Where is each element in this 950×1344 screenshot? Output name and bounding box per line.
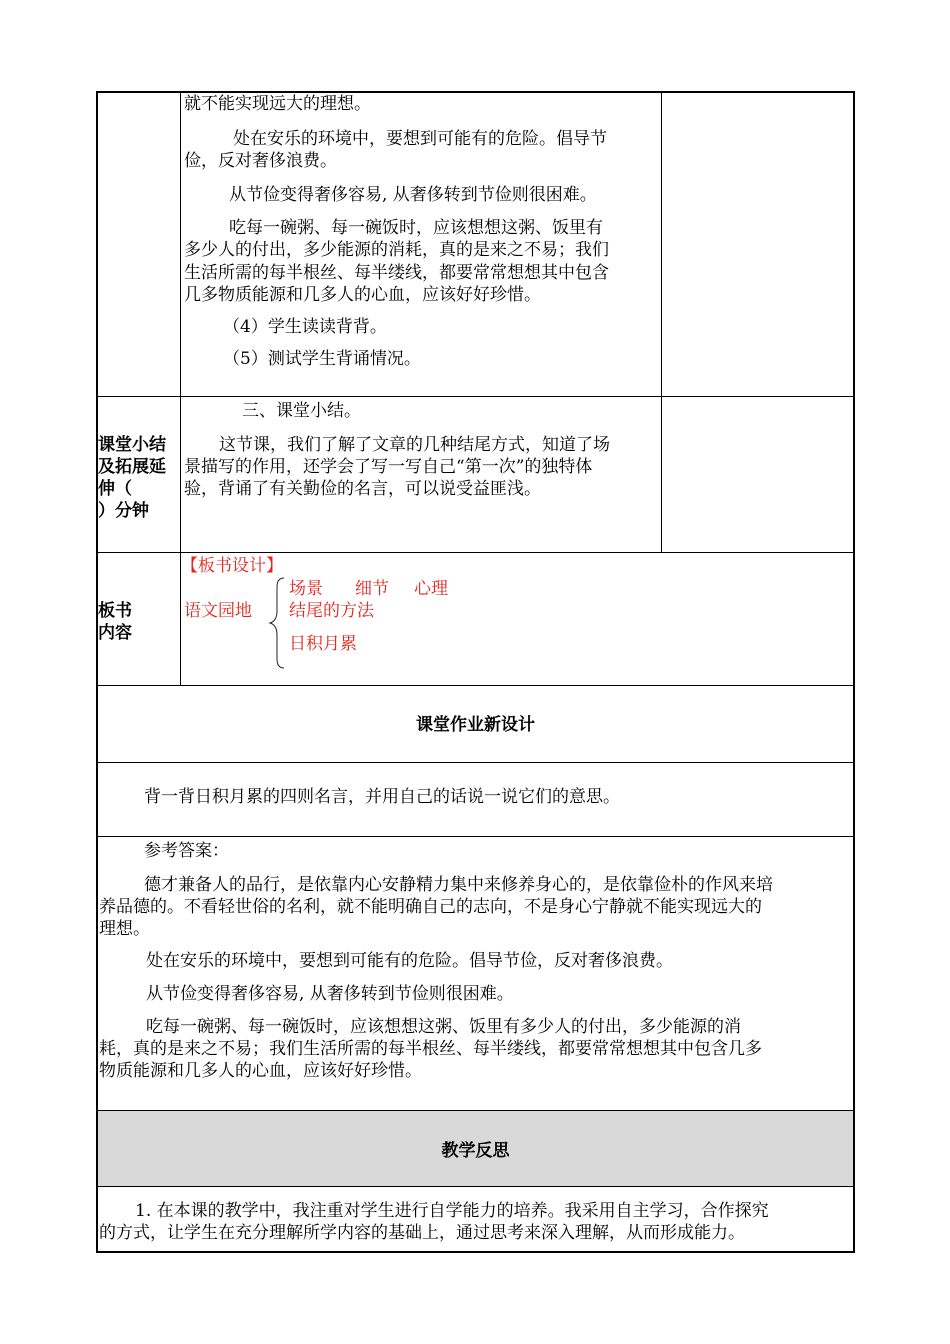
answer-line: 参考答案： (144, 841, 229, 861)
row1-line: （5）测试学生背诵情况。 (223, 349, 421, 369)
summary-line: 三、课堂小结。 (242, 401, 361, 421)
answer-line: 德才兼备人的品行，是依靠内心安静精力集中来修养身心的，是依靠俭朴的作风来培 (144, 875, 773, 895)
row1-line: 几多物质能源和几多人的心血，应该好好珍惜。 (184, 285, 541, 305)
summary-line: 这节课，我们了解了文章的几种结尾方式，知道了场 (219, 435, 610, 455)
row1-line: 处在安乐的环境中，要想到可能有的危险。倡导节 (233, 129, 607, 149)
summary-line: 验，背诵了有关勤俭的名言，可以说受益匪浅。 (184, 479, 541, 499)
row1-line: 从节俭变得奢侈容易, 从奢侈转到节俭则很困难。 (229, 185, 597, 205)
col-divider-2 (661, 91, 662, 553)
board-item-accumulate: 日积月累 (289, 634, 357, 654)
summary-label: ）分钟 (98, 501, 149, 521)
row-divider-2 (96, 552, 855, 553)
answer-line: 耗，真的是来之不易；我们生活所需的每半根丝、每半缕线，都要常常想想其中包含几多 (99, 1039, 762, 1059)
row1-line: （4）学生读读背背。 (223, 317, 387, 337)
row1-line: 就不能实现远大的理想。 (184, 94, 371, 114)
reflection-line: 1. 在本课的教学中，我注重对学生进行自学能力的培养。我采用自主学习，合作探究 (135, 1201, 769, 1221)
row-divider-6 (96, 1110, 855, 1111)
answer-line: 吃每一碗粥、每一碗饭时，应该想想这粥、饭里有多少人的付出，多少能源的消 (146, 1017, 741, 1037)
board-item-ending: 结尾的方法 (289, 601, 374, 621)
board-label: 内容 (98, 623, 132, 643)
row-divider-7 (96, 1186, 855, 1187)
row-divider-4 (96, 762, 855, 763)
board-item-scene: 场景 (289, 579, 323, 599)
row-divider-3 (96, 685, 855, 686)
brace-icon (268, 577, 288, 669)
answer-line: 理想。 (99, 919, 150, 939)
board-item-mind: 心理 (414, 579, 448, 599)
answer-line: 从节俭变得奢侈容易, 从奢侈转到节俭则很困难。 (146, 984, 514, 1004)
answer-line: 物质能源和几多人的心血，应该好好珍惜。 (99, 1061, 422, 1081)
row1-line: 俭，反对奢侈浪费。 (184, 151, 337, 171)
row-divider-1 (96, 396, 855, 397)
table-border-right (853, 91, 855, 1252)
answer-line: 处在安乐的环境中，要想到可能有的危险。倡导节俭，反对奢侈浪费。 (146, 951, 673, 971)
row-divider-5 (96, 836, 855, 837)
reflection-header: 教学反思 (441, 1141, 510, 1161)
table-border-bottom (96, 1251, 855, 1253)
homework-header: 课堂作业新设计 (416, 715, 535, 735)
table-border-left (96, 91, 98, 1252)
row1-line: 多少人的付出，多少能源的消耗，真的是来之不易；我们 (184, 240, 609, 260)
board-title: 【板书设计】 (181, 556, 283, 576)
row1-line: 吃每一碗粥、每一碗饭时，应该想想这粥、饭里有 (229, 218, 603, 238)
summary-label: 伸（ (98, 479, 132, 499)
row1-line: 生活所需的每半根丝、每半缕线，都要常常想想其中包含 (184, 263, 609, 283)
board-label: 板书 (98, 601, 132, 621)
homework-task: 背一背日积月累的四则名言，并用自己的话说一说它们的意思。 (144, 787, 620, 807)
board-item-detail: 细节 (355, 579, 389, 599)
answer-line: 养品德的。不看轻世俗的名利，就不能明确自己的志向，不是身心宁静就不能实现远大的 (99, 897, 762, 917)
summary-line: 景描写的作用，还学会了写一写自己“第一次”的独特体 (184, 457, 593, 477)
col-divider-1 (180, 91, 181, 685)
summary-label: 及拓展延 (98, 457, 166, 477)
summary-label: 课堂小结 (98, 435, 166, 455)
reflection-line: 的方式，让学生在充分理解所学内容的基础上，通过思考来深入理解，从而形成能力。 (99, 1223, 745, 1243)
board-topic: 语文园地 (184, 601, 252, 621)
